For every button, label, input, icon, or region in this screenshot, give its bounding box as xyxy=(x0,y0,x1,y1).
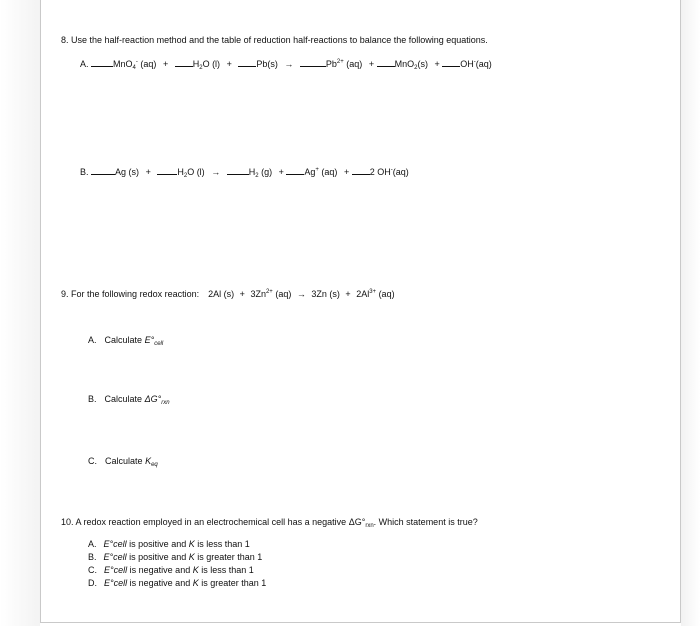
coefficient-blank[interactable] xyxy=(286,166,304,175)
q9a-symbol: $E^\circ_{cell}$ xyxy=(144,335,164,347)
q8-prompt xyxy=(61,34,488,46)
q8b-species-5: 2 OH-(aq) xyxy=(369,167,409,177)
q9-product-1: 3Zn (s) xyxy=(311,289,340,299)
q9-text: For the following redox reaction: xyxy=(71,289,200,299)
coefficient-blank[interactable] xyxy=(352,166,370,175)
q8a-label: A. xyxy=(80,59,89,69)
plus-sign: + xyxy=(145,167,151,177)
option-ecell: E°cell xyxy=(104,565,128,575)
coefficient-blank[interactable] xyxy=(175,58,193,67)
q9c-item xyxy=(88,455,158,467)
reaction-arrow: → xyxy=(296,289,306,299)
plus-sign: + xyxy=(343,167,350,177)
q9a-item xyxy=(88,334,163,346)
coefficient-blank[interactable] xyxy=(442,58,460,67)
option-label: B. xyxy=(88,552,97,562)
plus-sign: + xyxy=(434,59,440,69)
coefficient-blank[interactable] xyxy=(91,58,113,67)
q10-option[interactable] xyxy=(88,564,254,576)
q8a-species-6: OH-(aq) xyxy=(460,59,492,69)
q8a-species-3: Pb(s) xyxy=(256,59,278,69)
q9c-label: C. xyxy=(88,456,97,466)
q10-prompt xyxy=(61,516,478,528)
q10-symbol: $\Delta G^\circ_{rxn}$ xyxy=(348,517,374,529)
q9-reactant-1: 2Al (s) xyxy=(208,289,235,299)
coefficient-blank[interactable] xyxy=(91,166,115,175)
q8-text: Use the half-reaction method and the table of reduction half-reactions to balance the following equations. xyxy=(71,35,488,45)
option-k: K xyxy=(192,565,199,575)
option-text: is less than 1 xyxy=(201,565,254,575)
q9c-text: Calculate xyxy=(105,456,143,466)
option-k: K xyxy=(188,552,195,562)
option-ecell: E°cell xyxy=(103,539,127,549)
option-text: is less than 1 xyxy=(197,539,250,549)
q8a-equation xyxy=(80,58,492,70)
q8b-species-2: $H_2O$ (l) xyxy=(177,167,205,179)
q8b-species-4: Ag+ (aq) xyxy=(304,167,338,177)
q8a-species-4: $Pb^{2+}$ (aq) xyxy=(325,59,363,69)
option-text: is negative and xyxy=(129,578,191,588)
q10-option[interactable] xyxy=(88,577,266,589)
q9a-text: Calculate xyxy=(104,335,143,345)
coefficient-blank[interactable] xyxy=(377,58,395,67)
q10-text-end: . Which statement is true? xyxy=(373,517,478,527)
plus-sign: + xyxy=(368,59,375,69)
q9c-symbol: $K_{eq}$ xyxy=(145,456,158,468)
option-text: is positive and xyxy=(129,539,187,549)
q10-option[interactable] xyxy=(88,551,262,563)
q8b-species-1: Ag (s) xyxy=(115,167,140,177)
right-margin-shade xyxy=(681,0,700,626)
left-margin-shade xyxy=(0,0,40,626)
option-k: K xyxy=(192,578,199,588)
page-frame xyxy=(40,0,681,623)
option-ecell: E°cell xyxy=(104,578,128,588)
coefficient-blank[interactable] xyxy=(157,166,177,175)
plus-sign: + xyxy=(239,289,245,299)
reaction-arrow: → xyxy=(284,59,294,69)
q9-number: 9. xyxy=(61,289,69,299)
q8b-species-3: $H_2$ (g) xyxy=(248,167,273,179)
q9-prompt xyxy=(61,288,395,300)
reaction-arrow: → xyxy=(211,167,221,177)
q8a-species-2: $H_2O$ (l) xyxy=(192,59,221,71)
plus-sign: + xyxy=(162,59,169,69)
option-label: C. xyxy=(88,565,97,575)
q8a-species-1: MnO$_4$- (aq) xyxy=(113,59,157,71)
q8b-label: B. xyxy=(80,167,89,177)
option-ecell: E°cell xyxy=(103,552,127,562)
q10-number: 10. xyxy=(61,517,74,527)
coefficient-blank[interactable] xyxy=(227,166,249,175)
plus-sign: + xyxy=(278,167,284,177)
plus-sign: + xyxy=(345,289,351,299)
plus-sign: + xyxy=(226,59,232,69)
q9b-item xyxy=(88,393,170,405)
q9a-label: A. xyxy=(88,335,97,345)
q10-text: A redox reaction employed in an electrochemical cell has a negative xyxy=(75,517,347,527)
q8b-equation xyxy=(80,166,409,178)
option-text: is positive and xyxy=(129,552,187,562)
q9-reactant-2: $3Zn^{2+}$ (aq) xyxy=(250,289,292,299)
q10-option[interactable] xyxy=(88,538,250,550)
coefficient-blank[interactable] xyxy=(300,58,326,67)
q8-number: 8. xyxy=(61,35,69,45)
q9-product-2: $2Al^{3+}$ (aq) xyxy=(356,289,395,299)
q9b-label: B. xyxy=(88,394,97,404)
option-label: A. xyxy=(88,539,97,549)
option-label: D. xyxy=(88,578,97,588)
option-k: K xyxy=(188,539,195,549)
option-text: is greater than 1 xyxy=(201,578,267,588)
q9b-symbol: $\Delta G^\circ_{rxn}$ xyxy=(144,394,170,406)
q9b-text: Calculate xyxy=(104,394,143,404)
coefficient-blank[interactable] xyxy=(238,58,256,67)
option-text: is negative and xyxy=(129,565,191,575)
option-text: is greater than 1 xyxy=(197,552,263,562)
q8a-species-5: MnO$_2$(s) xyxy=(394,59,428,71)
